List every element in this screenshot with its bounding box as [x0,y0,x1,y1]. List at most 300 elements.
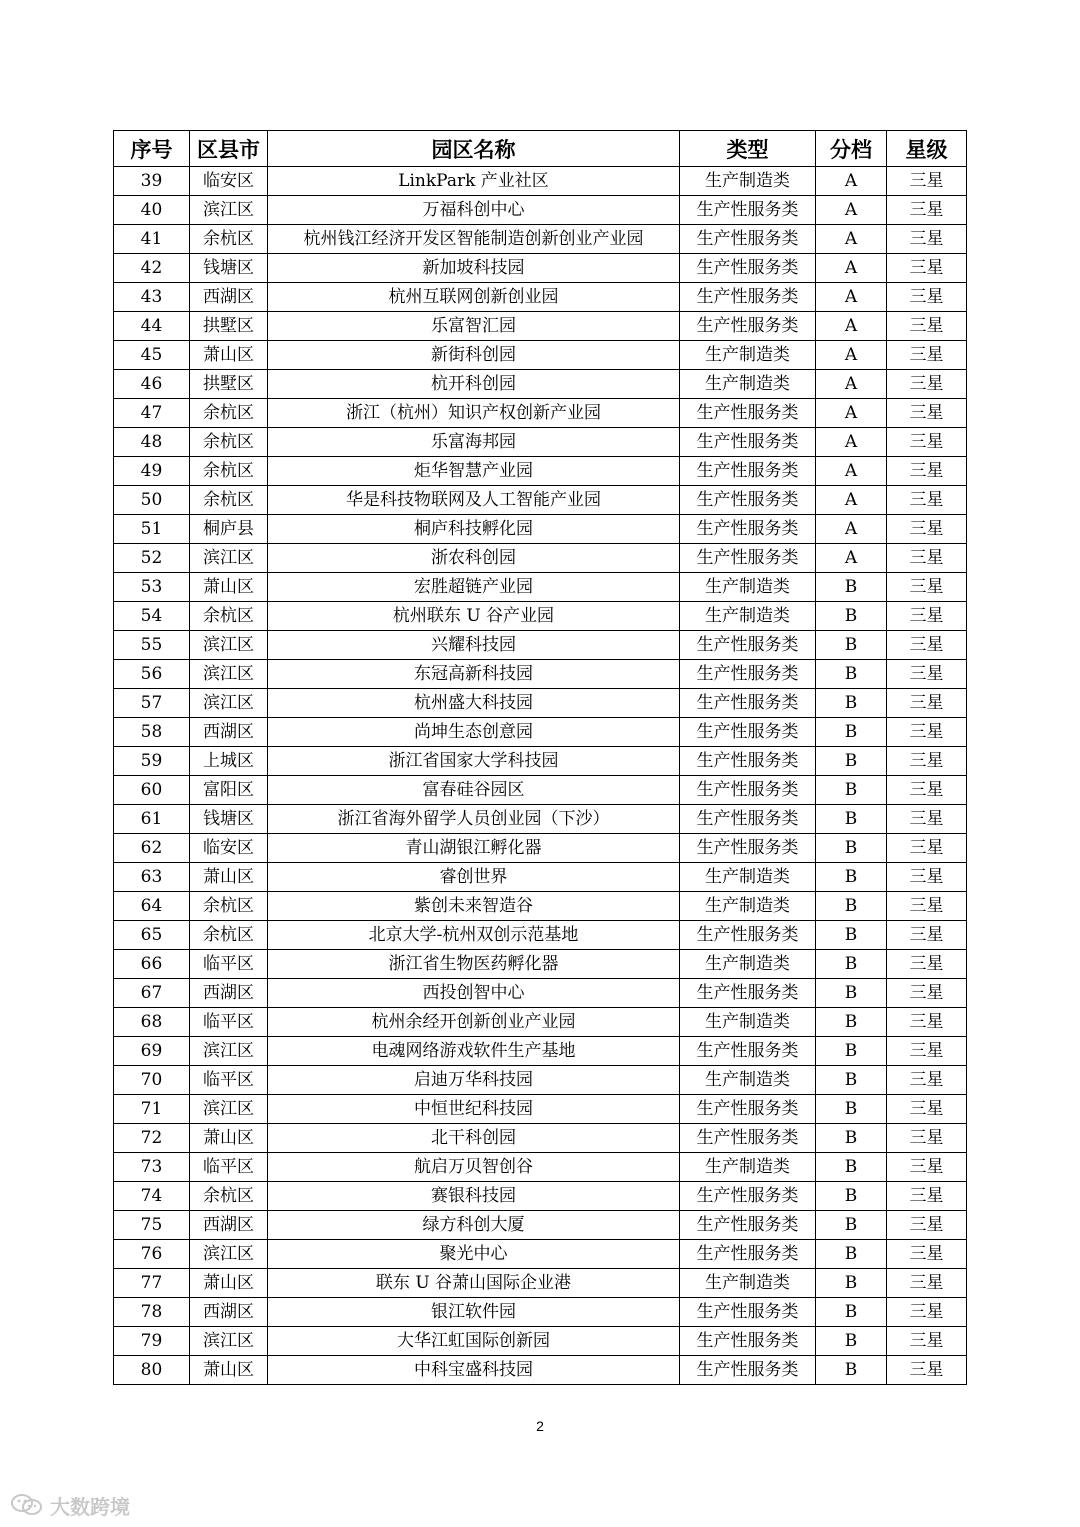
table-row [114,486,967,515]
cell-grade: B [816,1269,887,1298]
table-row [114,1269,967,1298]
cell-district: 余杭区 [190,892,268,921]
table-row [114,225,967,254]
cell-park-name: 青山湖银江孵化器 [268,834,680,863]
cell-district: 萧山区 [190,1269,268,1298]
cell-district: 余杭区 [190,428,268,457]
table-header [114,131,967,167]
cell-district: 滨江区 [190,196,268,225]
table-row [114,254,967,283]
cell-type: 生产制造类 [680,1269,816,1298]
cell-type: 生产性服务类 [680,399,816,428]
cell-star-level: 三星 [887,283,967,312]
cell-type: 生产性服务类 [680,544,816,573]
cell-star-level: 三星 [887,1153,967,1182]
cell-park-name: 乐富智汇园 [268,312,680,341]
cell-park-name: 聚光中心 [268,1240,680,1269]
cell-park-name: 桐庐科技孵化园 [268,515,680,544]
cell-grade: B [816,892,887,921]
cell-district: 钱塘区 [190,254,268,283]
cell-star-level: 三星 [887,486,967,515]
cell-district: 桐庐县 [190,515,268,544]
table-row [114,776,967,805]
header-grade: 分档 [816,131,887,167]
cell-grade: A [816,225,887,254]
cell-park-name: 浙农科创园 [268,544,680,573]
cell-star-level: 三星 [887,370,967,399]
table-row [114,950,967,979]
cell-district: 滨江区 [190,660,268,689]
cell-type: 生产性服务类 [680,486,816,515]
cell-type: 生产性服务类 [680,660,816,689]
cell-grade: B [816,1095,887,1124]
cell-star-level: 三星 [887,1240,967,1269]
cell-grade: B [816,979,887,1008]
cell-serial-number: 60 [114,776,190,805]
cell-star-level: 三星 [887,1356,967,1385]
cell-star-level: 三星 [887,602,967,631]
cell-district: 滨江区 [190,1037,268,1066]
cell-star-level: 三星 [887,689,967,718]
cell-star-level: 三星 [887,341,967,370]
cell-grade: B [816,689,887,718]
cell-park-name: 华是科技物联网及人工智能产业园 [268,486,680,515]
cell-type: 生产性服务类 [680,1182,816,1211]
cell-type: 生产性服务类 [680,1240,816,1269]
cell-type: 生产性服务类 [680,312,816,341]
cell-star-level: 三星 [887,921,967,950]
cell-district: 余杭区 [190,486,268,515]
cell-district: 萧山区 [190,1124,268,1153]
cell-park-name: 西投创智中心 [268,979,680,1008]
header-park-name: 园区名称 [268,131,680,167]
cell-park-name: 中恒世纪科技园 [268,1095,680,1124]
cell-district: 西湖区 [190,979,268,1008]
table-row [114,1211,967,1240]
cell-park-name: 杭州余经开创新创业产业园 [268,1008,680,1037]
header-district: 区县市 [190,131,268,167]
cell-star-level: 三星 [887,863,967,892]
table-row [114,196,967,225]
cell-type: 生产制造类 [680,167,816,196]
table-row [114,1095,967,1124]
cell-type: 生产制造类 [680,370,816,399]
cell-grade: A [816,428,887,457]
cell-district: 余杭区 [190,602,268,631]
table-body [114,167,967,1385]
table-row [114,1182,967,1211]
table-row [114,863,967,892]
cell-type: 生产性服务类 [680,254,816,283]
cell-serial-number: 44 [114,312,190,341]
page-number: 2 [536,1418,544,1434]
cell-star-level: 三星 [887,979,967,1008]
cell-star-level: 三星 [887,254,967,283]
cell-park-name: 浙江省生物医药孵化器 [268,950,680,979]
table-row [114,660,967,689]
cell-park-name: 浙江（杭州）知识产权创新产业园 [268,399,680,428]
cell-grade: A [816,196,887,225]
cell-serial-number: 79 [114,1327,190,1356]
cell-serial-number: 55 [114,631,190,660]
cell-serial-number: 67 [114,979,190,1008]
cell-serial-number: 75 [114,1211,190,1240]
cell-serial-number: 77 [114,1269,190,1298]
cell-district: 滨江区 [190,544,268,573]
cell-district: 临平区 [190,1008,268,1037]
table-row [114,1066,967,1095]
cell-type: 生产性服务类 [680,196,816,225]
cell-serial-number: 68 [114,1008,190,1037]
cell-district: 萧山区 [190,341,268,370]
table-row [114,921,967,950]
cell-park-name: 联东 U 谷萧山国际企业港 [268,1269,680,1298]
cell-grade: A [816,544,887,573]
cell-type: 生产性服务类 [680,979,816,1008]
cell-type: 生产性服务类 [680,834,816,863]
cell-star-level: 三星 [887,167,967,196]
cell-serial-number: 47 [114,399,190,428]
cell-type: 生产性服务类 [680,718,816,747]
cell-grade: B [816,573,887,602]
table-row [114,1327,967,1356]
cell-grade: B [816,1008,887,1037]
header-serial-number: 序号 [114,131,190,167]
cell-district: 西湖区 [190,1211,268,1240]
cell-grade: B [816,921,887,950]
cell-grade: A [816,486,887,515]
cell-type: 生产性服务类 [680,428,816,457]
cell-star-level: 三星 [887,631,967,660]
cell-star-level: 三星 [887,399,967,428]
cell-district: 上城区 [190,747,268,776]
cell-park-name: 赛银科技园 [268,1182,680,1211]
table-row [114,631,967,660]
cell-park-name: 富春硅谷园区 [268,776,680,805]
cell-grade: B [816,1037,887,1066]
cell-serial-number: 76 [114,1240,190,1269]
cell-grade: B [816,1066,887,1095]
cell-type: 生产性服务类 [680,805,816,834]
cell-type: 生产制造类 [680,1066,816,1095]
cell-grade: B [816,718,887,747]
cell-park-name: 杭州钱江经济开发区智能制造创新创业产业园 [268,225,680,254]
cell-serial-number: 66 [114,950,190,979]
cell-serial-number: 50 [114,486,190,515]
cell-serial-number: 70 [114,1066,190,1095]
cell-type: 生产性服务类 [680,631,816,660]
table-row [114,573,967,602]
cell-park-name: 北京大学-杭州双创示范基地 [268,921,680,950]
cell-district: 临平区 [190,1153,268,1182]
cell-serial-number: 56 [114,660,190,689]
table-row [114,979,967,1008]
table-row [114,689,967,718]
cell-grade: B [816,1153,887,1182]
header-star-level: 星级 [887,131,967,167]
cell-serial-number: 63 [114,863,190,892]
cell-star-level: 三星 [887,573,967,602]
cell-park-name: 银江软件园 [268,1298,680,1327]
cell-star-level: 三星 [887,1298,967,1327]
table-row [114,892,967,921]
cell-star-level: 三星 [887,1095,967,1124]
cell-park-name: 杭开科创园 [268,370,680,399]
cell-park-name: 东冠高新科技园 [268,660,680,689]
cell-park-name: 浙江省国家大学科技园 [268,747,680,776]
cell-district: 钱塘区 [190,805,268,834]
cell-district: 临平区 [190,950,268,979]
cell-district: 余杭区 [190,225,268,254]
cell-serial-number: 65 [114,921,190,950]
cell-grade: B [816,1240,887,1269]
cell-type: 生产制造类 [680,602,816,631]
cell-grade: A [816,370,887,399]
cell-serial-number: 49 [114,457,190,486]
cell-star-level: 三星 [887,457,967,486]
cell-grade: A [816,341,887,370]
cell-grade: B [816,602,887,631]
table-row [114,834,967,863]
cell-star-level: 三星 [887,1269,967,1298]
table-row [114,457,967,486]
cell-park-name: 睿创世界 [268,863,680,892]
cell-park-name: 航启万贝智创谷 [268,1153,680,1182]
cell-type: 生产制造类 [680,1153,816,1182]
cell-district: 余杭区 [190,1182,268,1211]
cell-type: 生产制造类 [680,863,816,892]
cell-type: 生产制造类 [680,1008,816,1037]
cell-serial-number: 73 [114,1153,190,1182]
cell-park-name: 杭州互联网创新创业园 [268,283,680,312]
cell-park-name: 新加坡科技园 [268,254,680,283]
cell-serial-number: 61 [114,805,190,834]
table-row [114,1356,967,1385]
table-row [114,167,967,196]
cell-park-name: 万福科创中心 [268,196,680,225]
cell-grade: B [816,1356,887,1385]
cell-type: 生产性服务类 [680,1124,816,1153]
table-row [114,370,967,399]
cell-type: 生产性服务类 [680,457,816,486]
cell-serial-number: 40 [114,196,190,225]
cell-district: 西湖区 [190,718,268,747]
cell-serial-number: 80 [114,1356,190,1385]
cell-serial-number: 62 [114,834,190,863]
header-type: 类型 [680,131,816,167]
cell-park-name: 炬华智慧产业园 [268,457,680,486]
cell-serial-number: 41 [114,225,190,254]
cell-district: 余杭区 [190,399,268,428]
cell-serial-number: 69 [114,1037,190,1066]
cell-district: 萧山区 [190,1356,268,1385]
cell-grade: A [816,515,887,544]
cell-district: 滨江区 [190,689,268,718]
table-row [114,312,967,341]
cell-grade: A [816,283,887,312]
cell-star-level: 三星 [887,1008,967,1037]
table-row [114,747,967,776]
cell-star-level: 三星 [887,196,967,225]
cell-grade: A [816,254,887,283]
cell-star-level: 三星 [887,1124,967,1153]
cell-district: 临平区 [190,1066,268,1095]
cell-serial-number: 71 [114,1095,190,1124]
cell-star-level: 三星 [887,950,967,979]
cell-park-name: 紫创未来智造谷 [268,892,680,921]
cell-district: 萧山区 [190,573,268,602]
cell-grade: B [816,1327,887,1356]
cell-grade: B [816,1182,887,1211]
cell-type: 生产性服务类 [680,1037,816,1066]
cell-grade: B [816,1124,887,1153]
cell-star-level: 三星 [887,428,967,457]
cell-park-name: 新街科创园 [268,341,680,370]
cell-district: 临安区 [190,167,268,196]
park-rating-table [113,130,967,1385]
cell-type: 生产性服务类 [680,1327,816,1356]
cell-park-name: 杭州联东 U 谷产业园 [268,602,680,631]
cell-park-name: LinkPark 产业社区 [268,167,680,196]
cell-park-name: 宏胜超链产业园 [268,573,680,602]
cell-grade: A [816,167,887,196]
cell-grade: B [816,1298,887,1327]
cell-type: 生产性服务类 [680,689,816,718]
table-row [114,1153,967,1182]
cell-park-name: 中科宝盛科技园 [268,1356,680,1385]
cell-type: 生产制造类 [680,341,816,370]
cell-park-name: 大华江虹国际创新园 [268,1327,680,1356]
cell-star-level: 三星 [887,834,967,863]
wechat-logo-icon [10,1492,44,1518]
cell-district: 余杭区 [190,921,268,950]
cell-star-level: 三星 [887,515,967,544]
cell-serial-number: 59 [114,747,190,776]
cell-type: 生产性服务类 [680,1298,816,1327]
table-row [114,718,967,747]
table-row [114,283,967,312]
cell-type: 生产性服务类 [680,1356,816,1385]
cell-serial-number: 64 [114,892,190,921]
cell-star-level: 三星 [887,1037,967,1066]
cell-serial-number: 51 [114,515,190,544]
cell-type: 生产性服务类 [680,515,816,544]
cell-serial-number: 72 [114,1124,190,1153]
table-row [114,1037,967,1066]
cell-type: 生产制造类 [680,573,816,602]
cell-grade: B [816,863,887,892]
cell-grade: B [816,747,887,776]
cell-serial-number: 43 [114,283,190,312]
table-row [114,1240,967,1269]
cell-type: 生产性服务类 [680,747,816,776]
watermark [10,1490,130,1520]
cell-serial-number: 57 [114,689,190,718]
table-row [114,1008,967,1037]
cell-star-level: 三星 [887,1327,967,1356]
cell-star-level: 三星 [887,892,967,921]
cell-type: 生产性服务类 [680,1211,816,1240]
cell-district: 拱墅区 [190,370,268,399]
cell-type: 生产制造类 [680,950,816,979]
cell-type: 生产性服务类 [680,921,816,950]
cell-grade: B [816,950,887,979]
cell-type: 生产性服务类 [680,283,816,312]
cell-serial-number: 42 [114,254,190,283]
cell-park-name: 北干科创园 [268,1124,680,1153]
cell-district: 富阳区 [190,776,268,805]
cell-district: 萧山区 [190,863,268,892]
cell-type: 生产制造类 [680,892,816,921]
cell-district: 滨江区 [190,1327,268,1356]
cell-serial-number: 52 [114,544,190,573]
cell-grade: B [816,776,887,805]
cell-park-name: 乐富海邦园 [268,428,680,457]
table-row [114,602,967,631]
cell-star-level: 三星 [887,544,967,573]
cell-serial-number: 46 [114,370,190,399]
cell-park-name: 电魂网络游戏软件生产基地 [268,1037,680,1066]
cell-star-level: 三星 [887,225,967,254]
cell-serial-number: 58 [114,718,190,747]
cell-star-level: 三星 [887,805,967,834]
watermark-text: 大数跨境 [50,1494,130,1519]
table-row [114,1124,967,1153]
cell-grade: B [816,834,887,863]
cell-park-name: 尚坤生态创意园 [268,718,680,747]
cell-star-level: 三星 [887,747,967,776]
cell-grade: B [816,805,887,834]
table-row [114,428,967,457]
cell-star-level: 三星 [887,1211,967,1240]
header-row [114,131,967,167]
cell-park-name: 兴耀科技园 [268,631,680,660]
cell-park-name: 杭州盛大科技园 [268,689,680,718]
table-row [114,544,967,573]
cell-type: 生产性服务类 [680,776,816,805]
cell-star-level: 三星 [887,776,967,805]
cell-district: 拱墅区 [190,312,268,341]
cell-grade: A [816,457,887,486]
cell-serial-number: 45 [114,341,190,370]
cell-serial-number: 78 [114,1298,190,1327]
cell-park-name: 绿方科创大厦 [268,1211,680,1240]
cell-star-level: 三星 [887,1182,967,1211]
cell-district: 滨江区 [190,1240,268,1269]
cell-star-level: 三星 [887,312,967,341]
cell-district: 滨江区 [190,1095,268,1124]
cell-district: 西湖区 [190,283,268,312]
cell-district: 滨江区 [190,631,268,660]
cell-star-level: 三星 [887,718,967,747]
cell-serial-number: 39 [114,167,190,196]
cell-type: 生产性服务类 [680,1095,816,1124]
table-row [114,399,967,428]
table-row [114,805,967,834]
cell-serial-number: 74 [114,1182,190,1211]
cell-grade: B [816,631,887,660]
cell-grade: A [816,312,887,341]
cell-serial-number: 54 [114,602,190,631]
cell-district: 临安区 [190,834,268,863]
cell-grade: A [816,399,887,428]
cell-serial-number: 53 [114,573,190,602]
cell-park-name: 启迪万华科技园 [268,1066,680,1095]
cell-district: 西湖区 [190,1298,268,1327]
cell-grade: B [816,1211,887,1240]
table-row [114,1298,967,1327]
table-row [114,341,967,370]
